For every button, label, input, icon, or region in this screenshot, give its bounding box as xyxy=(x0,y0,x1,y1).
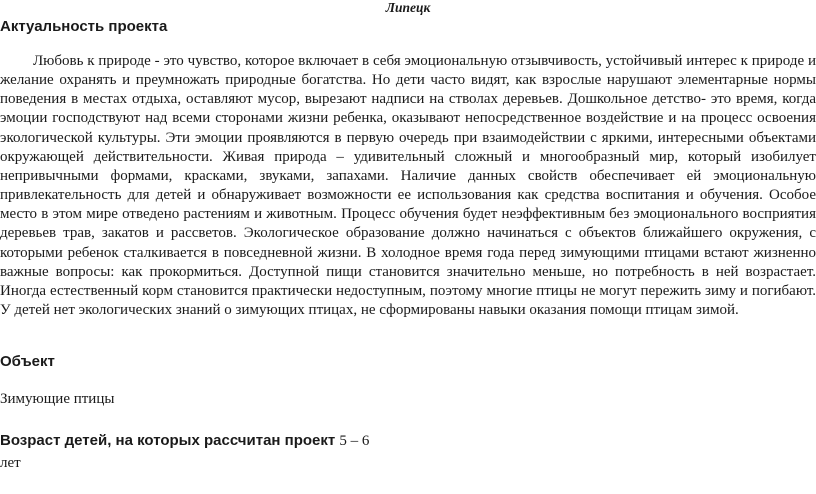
age-heading xyxy=(0,432,369,450)
age-heading-label: Возраст детей, на которых рассчитан проект xyxy=(0,432,336,449)
relevance-text-part2: Дошкольное детство- это время, когда эмоции господствуют над всеми сторонами жизни ребенка, оказывают непосредственное воздействие и на процесс освоения экологической культуры. Эти эмоции проявляются в первую очередь при взаимодействии с яркими, интересными объектами окружающей действительности. Живая природа – удивительный сложный и многообразный мир, который изобилует непривычными формами, красками, звуками, запахами. Наличие данных свойств обеспечивает ей эмоциональную привлекательность для детей и обнаруживает возможности ее использования как средства воспитания и обучения. Особое место в этом мире отведено растениям и животным. Процесс обучения будет неэффективным без эмоционального восприятия деревьев трав, закатов и рассветов. Экологическое образование должно начинаться с объектов ближайшего окружения, с которыми ребенок сталкивается в повседневной жизни. В холодное время года перед зимующими птицами встают жизненно важные вопросы: как прокормиться. Доступной пищи становится значительно меньше, но потребность в ней возрастает. Иногда естественный корм становится практически недоступным, поэтому многие птицы не могут пережить зиму и погибают. У детей нет экологических знаний о зимующих птицах, не сформированы навыки оказания помощи птицам зимой. xyxy=(0,91,816,319)
age-unit: лет xyxy=(0,455,21,471)
object-heading: Объект xyxy=(0,353,55,370)
object-value: Зимующие птицы xyxy=(0,391,115,407)
relevance-text-part1: Любовь к природе - это чувство, которое включает в себя эмоциональную отзывчивость, устойчивый интерес к природе и желание охранять и преумножать природные богатства. Но дети часто видят, как взрослые нарушают элементарные нормы поведения в местах отдыха, оставляют мусор, вырезают надписи на стволах деревьев. xyxy=(0,53,816,108)
age-range: 5 – 6 xyxy=(339,433,370,449)
relevance-heading: Актуальность проекта xyxy=(0,18,168,35)
page-title-city: Липецк xyxy=(385,0,431,15)
relevance-paragraph xyxy=(0,52,816,320)
